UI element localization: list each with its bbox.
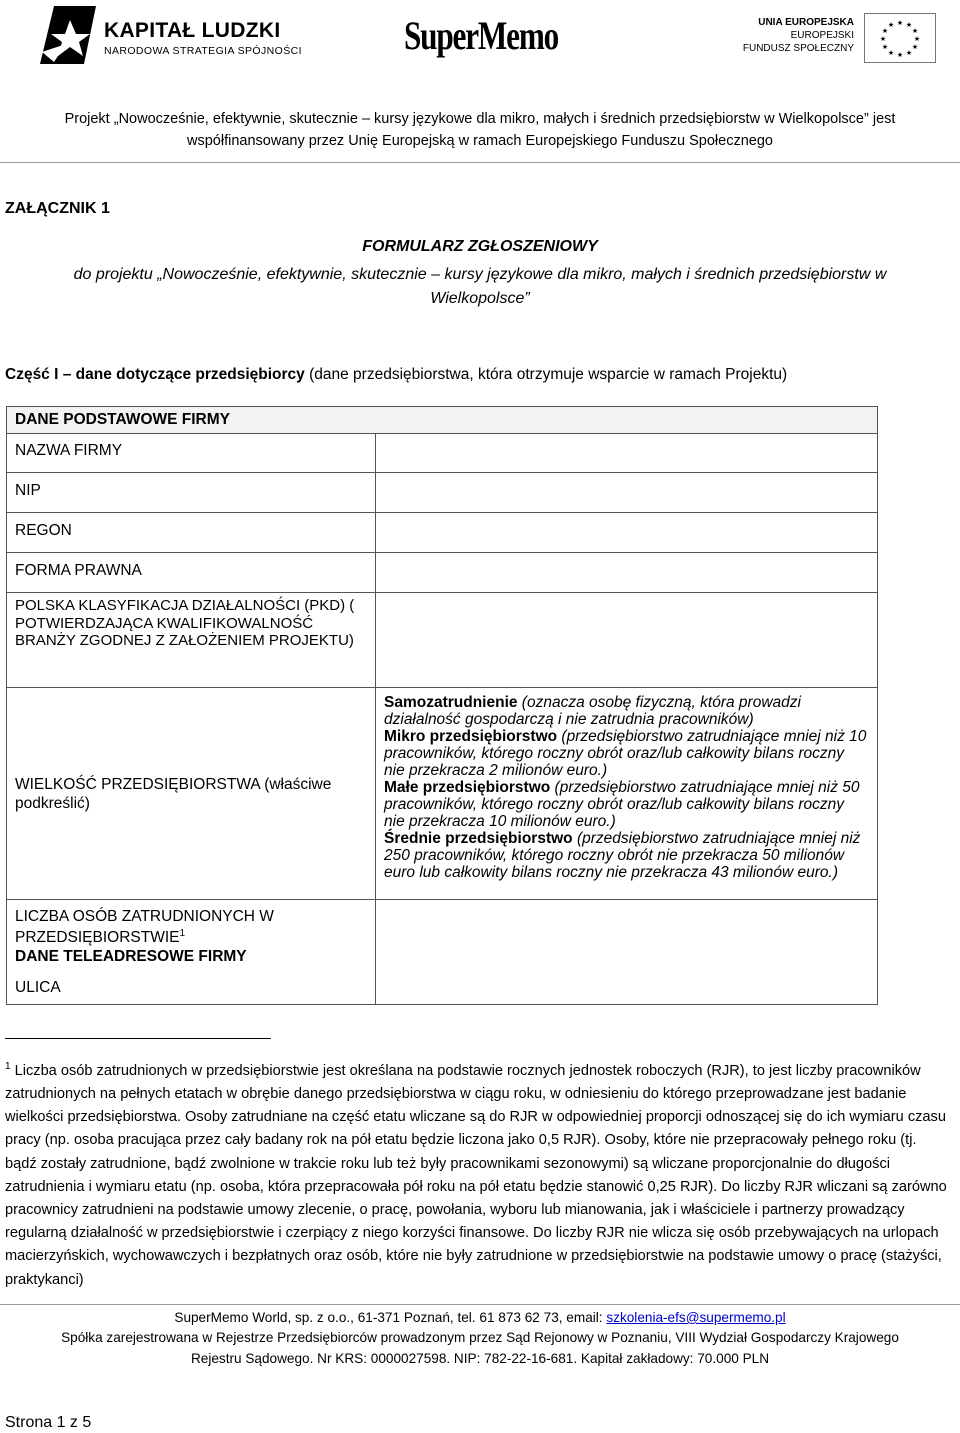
header-divider xyxy=(0,162,960,163)
page-number: Strona 1 z 5 xyxy=(5,1414,92,1431)
footnote-text: Liczba osób zatrudnionych w przedsiębiorstwie jest określana na podstawie rocznych jednostek roboczych (RJR), to jest liczby pracowników zatrudnionych na pełnych etatach w obrębie danego przedsiębiorstwa w ciągu roku, w odniesieniu do którego przeprowadzane jest badanie wielkości przedsiębiorstwa. Osoby zatrudniane na część etatu wliczane są do RJR w odpowiedniej proporcji odnoszącej się do ich wymiaru czasu pracy (np. osoba pracująca przez cały badany rok na pół etatu będzie liczona jako 0,5 RJR). Osoby, które nie przepracowały pełnego roku (tj. bądź zostały zatrudnione, bądź zwolnione w trakcie roku lub też były pracownikami sezonowymi) są wliczane proporcjonalnie do długości zatrudnienia i wymiaru etatu (np. osoba, która przepracowała pół roku na pół etatu będzie stanowić 0,25 RJR). Do liczby RJR wliczani są zarówno pracownicy zatrudnieni na podstawie umowy zlecenie, o pracę, powołania, wyboru lub mianowania, jak i właściciele i partnerzy prowadzący regularną działalność w przedsiębiorstwie i czerpiący z niego korzyści finansowe. Do liczby RJR nie wlicza się osób przebywających na urlopach macierzyńskich, wychowawczych i bezpłatnych oraz osób, które nie były zatrudnione w przedsiębiorstwie na podstawie umowy o pracę (stażyści, praktykanci) xyxy=(5,1062,947,1288)
svg-text:★: ★ xyxy=(896,19,904,27)
size-option-small-desc: (przedsiębiorstwo zatrudniające mniej niż 50 pracowników, którego roczny obrót oraz/lub całkowity bilans roczny nie przekracza 10 milionów euro.) xyxy=(384,779,860,830)
input-regon[interactable] xyxy=(376,513,878,553)
svg-text:★: ★ xyxy=(905,21,913,29)
table-row xyxy=(7,473,878,513)
size-option-self[interactable] xyxy=(384,694,869,728)
svg-text:★: ★ xyxy=(911,43,919,51)
kapital-ludzki-logo xyxy=(36,4,108,66)
project-line-1: Projekt „Nowocześnie, efektywnie, skutecznie – kursy językowe dla mikro, małych i średnich przedsiębiorstw w Wielkopolsce” jest xyxy=(64,111,896,127)
table-row xyxy=(7,688,878,900)
svg-text:★: ★ xyxy=(905,49,913,57)
attachment-label: ZAŁĄCZNIK 1 xyxy=(5,200,110,217)
input-pkd[interactable] xyxy=(376,593,878,688)
size-option-self-name: Samozatrudnienie xyxy=(384,694,518,711)
svg-text:★: ★ xyxy=(881,27,889,35)
company-size-options xyxy=(376,688,878,900)
section-header-basic: DANE PODSTAWOWE FIRMY xyxy=(7,407,878,434)
input-company-name[interactable] xyxy=(376,434,878,473)
input-employees[interactable] xyxy=(376,900,878,1005)
label-legal-form: FORMA PRAWNA xyxy=(7,553,376,593)
form-title: FORMULARZ ZGŁOSZENIOWY xyxy=(362,238,598,255)
footer-divider xyxy=(0,1304,960,1305)
table-row xyxy=(7,553,878,593)
svg-text:★: ★ xyxy=(896,51,904,59)
size-option-medium-name: Średnie przedsiębiorstwo xyxy=(384,830,573,847)
label-company-name: NAZWA FIRMY xyxy=(7,434,376,473)
footnote-ref[interactable]: 1 xyxy=(179,928,186,939)
size-option-small-name: Małe przedsiębiorstwo xyxy=(384,779,551,796)
part-heading-bold: Część I – dane dotyczące przedsiębiorcy xyxy=(5,366,305,383)
svg-text:★: ★ xyxy=(881,43,889,51)
size-option-small[interactable] xyxy=(384,779,869,830)
footnote xyxy=(5,1055,950,1292)
footer-email-link[interactable]: szkolenia-efs@supermemo.pl xyxy=(606,1310,786,1325)
section-header-contact: DANE TELEADRESOWE FIRMY xyxy=(15,948,247,966)
size-option-self-desc: (oznacza osobę fizyczną, która prowadzi działalność gospodarczą i nie zatrudnia pracowników) xyxy=(384,694,801,728)
eu-label-line2: EUROPEJSKI xyxy=(790,30,854,41)
size-option-micro-desc: (przedsiębiorstwo zatrudniające mniej niż 10 pracowników, którego roczny obrót oraz/lub całkowity bilans roczny nie przekracza 2 milionów euro.) xyxy=(384,728,867,779)
label-regon: REGON xyxy=(7,513,376,553)
company-data-table xyxy=(6,406,878,1005)
footnote-marker: 1 xyxy=(5,1061,11,1072)
input-legal-form[interactable] xyxy=(376,553,878,593)
svg-text:★: ★ xyxy=(887,49,895,57)
label-company-size: WIELKOŚĆ PRZEDSIĘBIORSTWA (właściwe podkreślić) xyxy=(7,688,376,900)
kapital-ludzki-subtitle: NARODOWA STRATEGIA SPÓJNOŚCI xyxy=(104,45,302,57)
size-option-micro[interactable] xyxy=(384,728,869,779)
svg-text:★: ★ xyxy=(887,21,895,29)
label-street: ULICA xyxy=(15,979,61,997)
label-employees-text: LICZBA OSÓB ZATRUDNIONYCH W PRZEDSIĘBIORSTWIE xyxy=(15,908,274,947)
table-row xyxy=(7,407,878,434)
footer-line-3: Rejestru Sądowego. Nr KRS: 0000027598. NIP: 782-22-16-681. Kapitał zakładowy: 70.000 PLN xyxy=(190,1351,770,1366)
table-row xyxy=(7,900,878,1005)
footnote-divider xyxy=(5,1038,271,1039)
svg-text:★: ★ xyxy=(913,35,921,43)
table-row xyxy=(7,434,878,473)
eu-label-line3: FUNDUSZ SPOŁECZNY xyxy=(742,43,854,54)
form-subtitle: do projektu „Nowocześnie, efektywnie, skutecznie – kursy językowe dla mikro, małych i średnich przedsiębiorstw w Wielkopolsce” xyxy=(73,266,887,307)
label-nip: NIP xyxy=(7,473,376,513)
project-line-2: współfinansowany przez Unię Europejską w ramach Europejskiego Funduszu Społecznego xyxy=(187,133,773,149)
footer-contact: SuperMemo World, sp. z o.o., 61-371 Poznań, tel. 61 873 62 73, email: xyxy=(174,1310,607,1325)
footer-line-1 xyxy=(0,1307,960,1328)
eu-flag-icon xyxy=(864,13,936,63)
eu-label-line1: UNIA EUROPEJSKA xyxy=(758,17,854,28)
svg-text:★: ★ xyxy=(911,27,919,35)
kapital-ludzki-title: KAPITAŁ LUDZKI xyxy=(104,19,281,42)
footer-line-2: Spółka zarejestrowana w Rejestrze Przedsiębiorców prowadzonym przez Sąd Rejonowy w Poznaniu, VIII Wydział Gospodarczy Krajowego xyxy=(61,1330,899,1345)
label-pkd: POLSKA KLASYFIKACJA DZIAŁALNOŚCI (PKD) ( POTWIERDZAJĄCA KWALIFIKOWALNOŚĆ BRANŻY ZGODNEJ Z ZAŁOŻENIEM PROJEKTU) xyxy=(7,593,376,688)
size-option-micro-name: Mikro przedsiębiorstwo xyxy=(384,728,558,745)
size-option-medium-desc: (przedsiębiorstwo zatrudniające mniej niż 250 pracowników, którego roczny obrót nie przekracza 50 milionów euro lub całkowity bilans roczny nie przekracza 43 milionów euro.) xyxy=(384,830,861,881)
size-option-medium[interactable] xyxy=(384,830,869,881)
input-nip[interactable] xyxy=(376,473,878,513)
table-row xyxy=(7,593,878,688)
part-heading-rest: (dane przedsiębiorstwa, która otrzymuje wsparcie w ramach Projektu) xyxy=(304,366,788,383)
supermemo-logo: SuperMemo xyxy=(404,13,559,58)
label-employees xyxy=(7,900,376,1005)
part-heading xyxy=(5,366,787,384)
svg-text:★: ★ xyxy=(879,35,887,43)
table-row xyxy=(7,513,878,553)
eu-label xyxy=(743,16,854,55)
